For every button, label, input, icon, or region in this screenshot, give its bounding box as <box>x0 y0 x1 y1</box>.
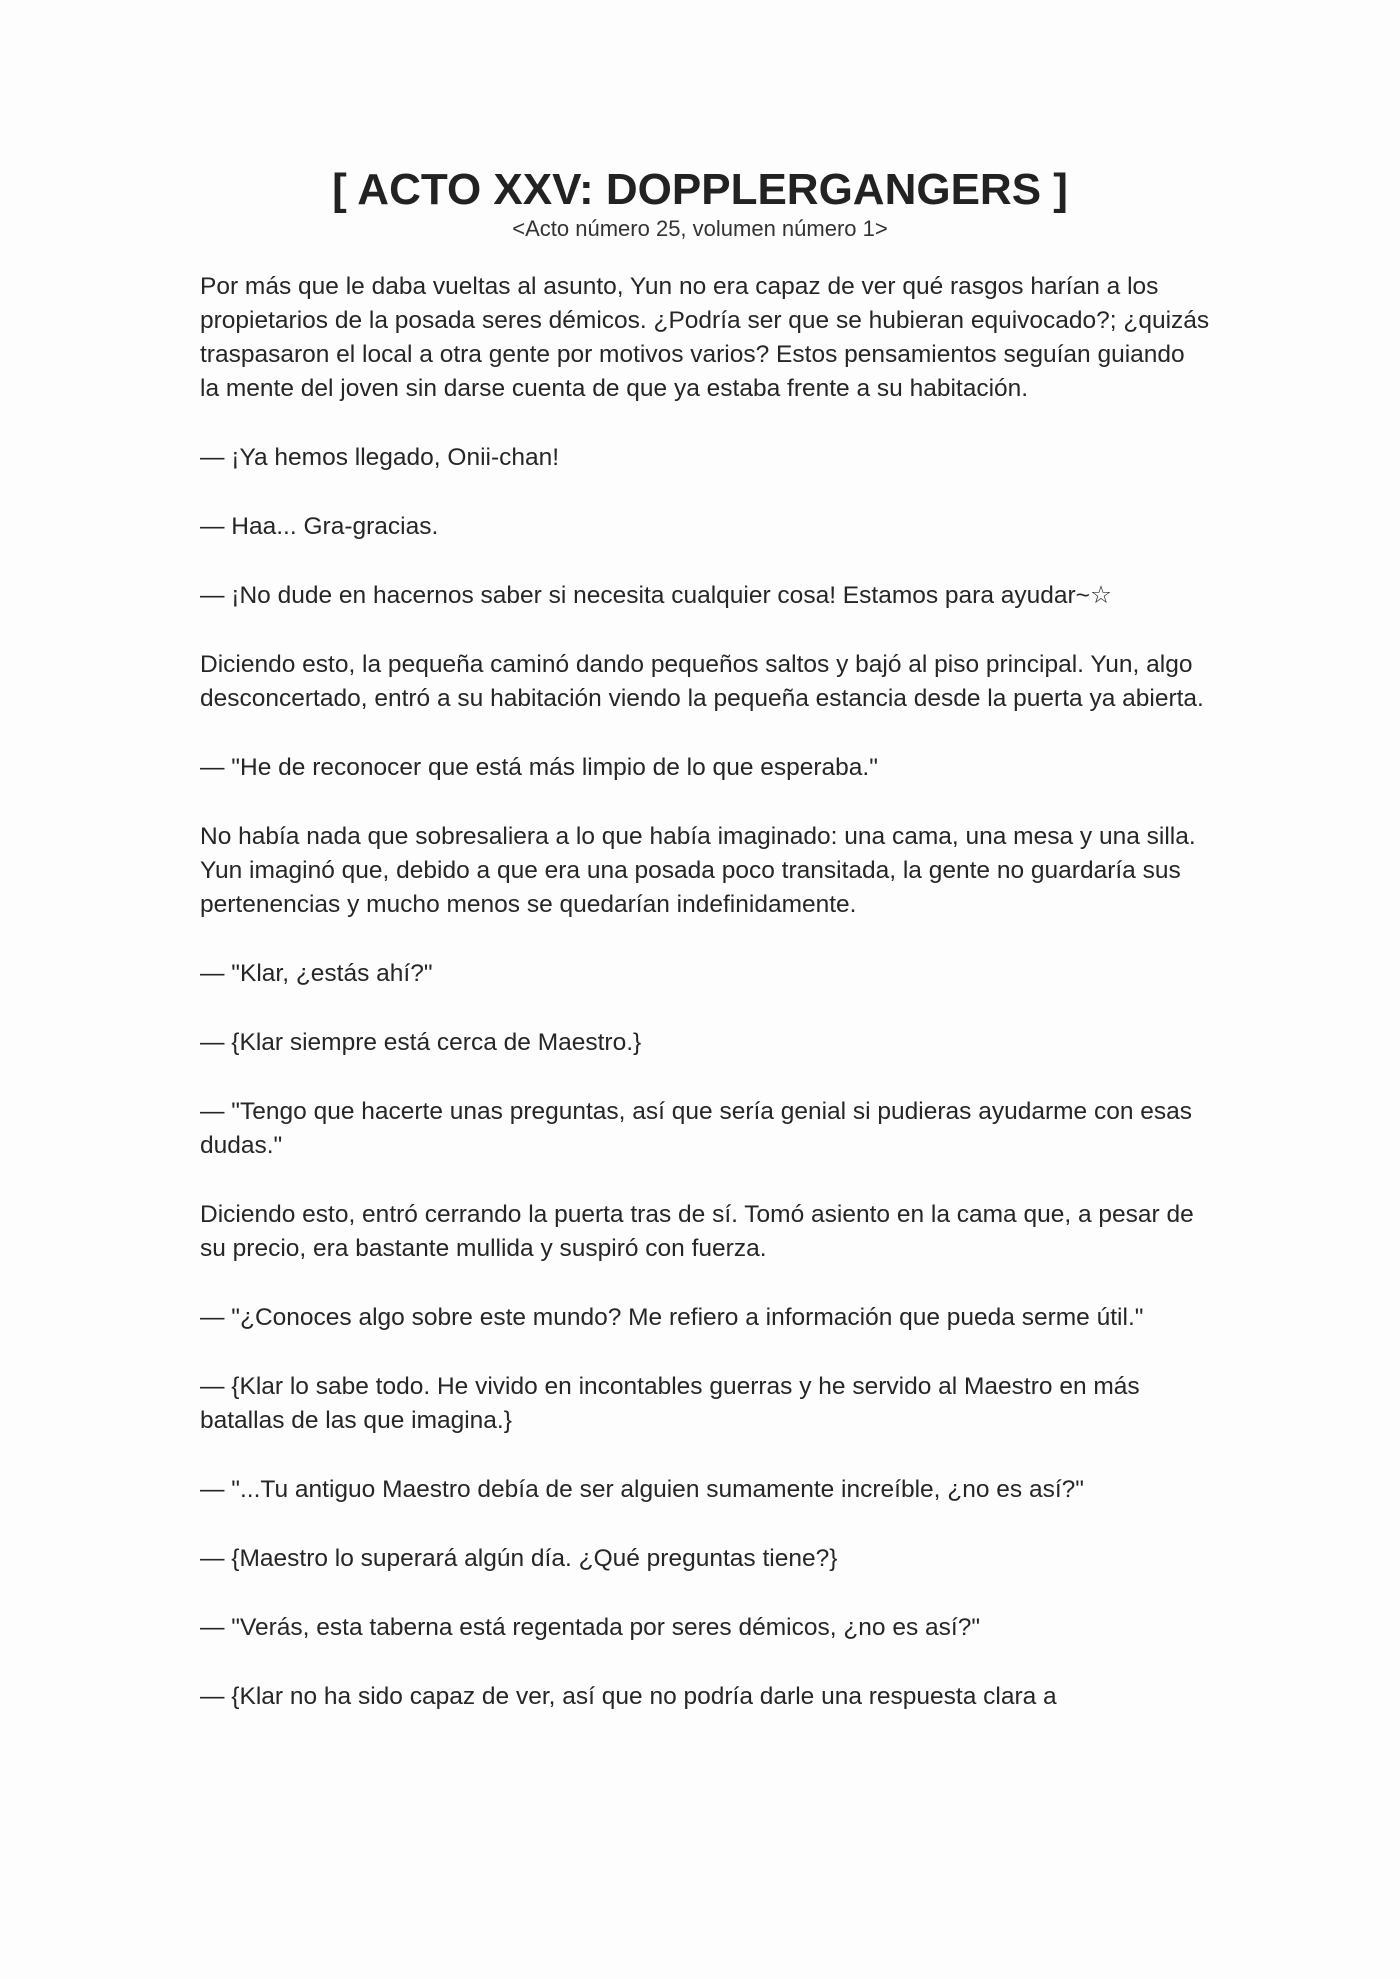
dialogue-line: — "Klar, ¿estás ahí?" <box>200 960 433 987</box>
dialogue-line: — Haa... Gra-gracias. <box>200 513 439 540</box>
dialogue-line: — ¡No dude en hacernos saber si necesita cualquier cosa! Estamos para ayudar~☆ <box>200 582 1112 609</box>
dialogue-line: — "He de reconocer que está más limpio de lo que esperaba." <box>200 754 878 781</box>
chapter-title: [ ACTO XXV: DOPPLERGANGERS ] <box>332 165 1068 214</box>
dialogue-line: — "Verás, esta taberna está regentada por seres démicos, ¿no es así?" <box>200 1614 981 1641</box>
paragraph: Diciendo esto, entró cerrando la puerta tras de sí. Tomó asiento en la cama que, a pesar de su precio, era bastante mullida y suspiró con fuerza. <box>200 1201 1194 1262</box>
dialogue-line: — "¿Conoces algo sobre este mundo? Me refiero a información que pueda serme útil." <box>200 1304 1144 1331</box>
chapter-subtitle: <Acto número 25, volumen número 1> <box>512 216 888 241</box>
paragraph: No había nada que sobresaliera a lo que había imaginado: una cama, una mesa y una silla. Yun imaginó que, debido a que era una posada poco transitada, la gente no guardaría sus pertenencias y mucho menos se quedarían indefinidamente. <box>200 823 1196 918</box>
dialogue-line: — "...Tu antiguo Maestro debía de ser alguien sumamente increíble, ¿no es así?" <box>200 1476 1084 1503</box>
dialogue-line: — "Tengo que hacerte unas preguntas, así que sería genial si pudieras ayudarme con esas dudas." <box>200 1098 1193 1159</box>
dialogue-line: — ¡Ya hemos llegado, Onii-chan! <box>200 444 560 471</box>
paragraph: Diciendo esto, la pequeña caminó dando pequeños saltos y bajó al piso principal. Yun, algo desconcertado, entró a su habitación viendo la pequeña estancia desde la puerta ya abierta. <box>200 651 1204 712</box>
dialogue-line: — {Maestro lo superará algún día. ¿Qué preguntas tiene?} <box>200 1545 838 1572</box>
dialogue-line: — {Klar no ha sido capaz de ver, así que no podría darle una respuesta clara a <box>200 1683 1057 1710</box>
chapter-body <box>200 270 1210 1749</box>
dialogue-line: — {Klar siempre está cerca de Maestro.} <box>200 1029 642 1056</box>
dialogue-line: — {Klar lo sabe todo. He vivido en incontables guerras y he servido al Maestro en más batallas de las que imagina.} <box>200 1373 1140 1434</box>
paragraph: Por más que le daba vueltas al asunto, Yun no era capaz de ver qué rasgos harían a los propietarios de la posada seres démicos. ¿Podría ser que se hubieran equivocado?; ¿quizás traspasaron el local a otra gente por motivos varios? Estos pensamientos seguían guiando la mente del joven sin darse cuenta de que ya estaba frente a su habitación. <box>200 273 1210 402</box>
